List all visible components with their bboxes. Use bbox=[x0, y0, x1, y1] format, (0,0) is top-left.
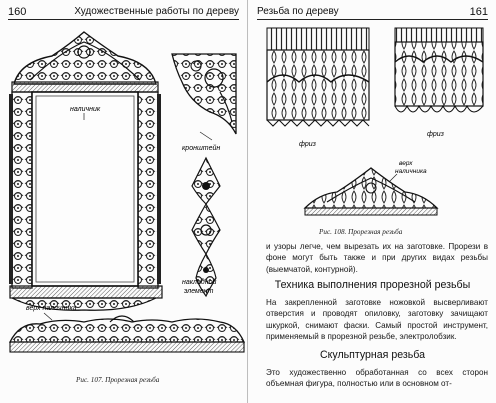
page-number-left: 160 bbox=[8, 6, 27, 18]
heading-sculptural: Скульптурная резьба bbox=[319, 349, 425, 361]
frieze-illustrations bbox=[249, 22, 496, 222]
heading-technique: Техника выполнения прорезной резьбы bbox=[274, 279, 471, 291]
window-top-illustration bbox=[305, 168, 437, 215]
frame-top-frieze bbox=[10, 316, 244, 352]
paragraph-1: и узоры легче, чем вырезать их на заготовке. Прорези в фоне могут быть также и при других видах резьбы (выемчатой, контурной). bbox=[266, 242, 488, 274]
label-nakladnoy: накладной bbox=[182, 279, 217, 286]
label-element: элемент bbox=[184, 288, 214, 295]
window-side-left bbox=[9, 92, 32, 288]
window-side-right bbox=[138, 92, 161, 288]
caption-left: Рис. 107. Прорезная резьба bbox=[76, 376, 160, 384]
frieze-right bbox=[395, 28, 483, 112]
label-nalichnik: наличник bbox=[70, 106, 101, 113]
window-opening bbox=[32, 92, 138, 286]
window-crown bbox=[12, 32, 158, 92]
bracket-illustration bbox=[172, 54, 236, 134]
running-head-left bbox=[8, 6, 239, 20]
paragraph-2: На закрепленной заготовке ножовкой высверливают отверстия и проводят опиловку, заготовку зачищают шкуркой, снимают фаски. Самый простой инструмент, применяемый в прорезной резьбе, электролобзик. bbox=[266, 298, 488, 342]
label-verkh: верх bbox=[399, 160, 413, 167]
page-number-right: 161 bbox=[469, 6, 488, 18]
paragraph-3: Это художественно обработанная со всех сторон объемная фигура, полностью или в основном от- bbox=[266, 368, 488, 389]
label-friz-right: фриз bbox=[427, 131, 444, 138]
window-frame-illustration bbox=[0, 22, 248, 377]
label-nalichnika: наличника bbox=[395, 168, 427, 175]
running-head-right bbox=[257, 6, 488, 20]
caption-right: Рис. 108. Прорезная резьба bbox=[319, 228, 403, 236]
frieze-left bbox=[267, 28, 369, 126]
running-title-left: Художественные работы по дереву bbox=[74, 6, 239, 17]
applied-element-illustration bbox=[192, 158, 220, 296]
right-page bbox=[249, 0, 496, 403]
label-verkh-nalichnika: верх наличника bbox=[26, 305, 77, 312]
running-title-right: Резьба по дереву bbox=[257, 6, 339, 17]
label-friz-left: фриз bbox=[299, 141, 316, 148]
label-kronshteyn: кронштейн bbox=[182, 145, 221, 152]
